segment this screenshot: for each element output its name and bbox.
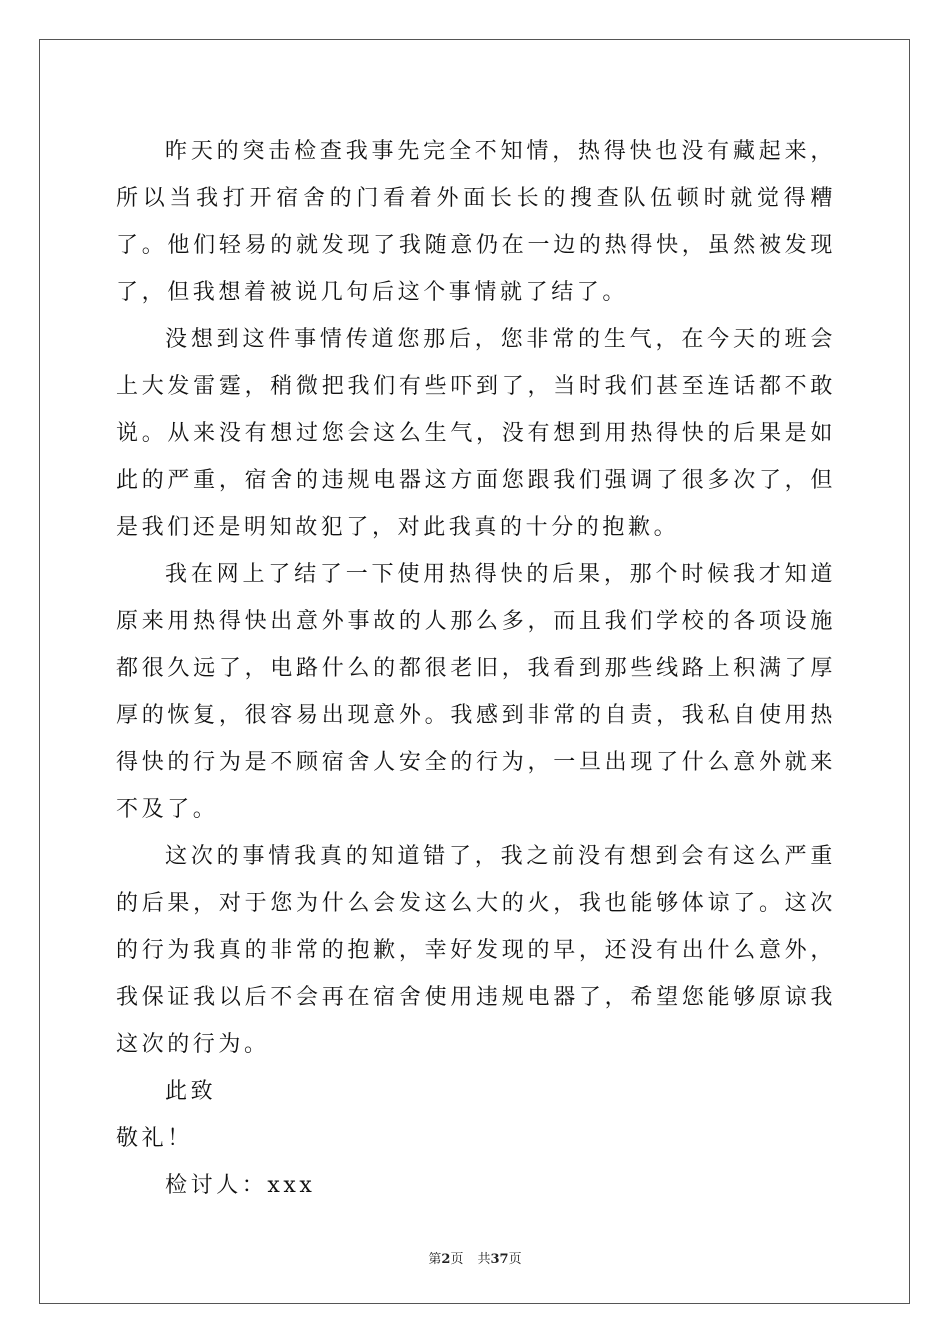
total-suffix: 页 bbox=[508, 1252, 522, 1267]
total-prefix: 共 bbox=[477, 1252, 491, 1267]
page-number: 2 bbox=[441, 1252, 451, 1267]
paragraph-1: 昨天的突击检查我事先完全不知情，热得快也没有藏起来，所以当我打开宿舍的门看着外面长长的搜查队伍顿时就觉得糟了。他们轻易的就发现了我随意仍在一边的热得快，虽然被发现了，但我想着被说几句后这个事情就了结了。 bbox=[116, 139, 836, 305]
total-pages: 37 bbox=[490, 1252, 509, 1267]
salutation-line: 敬礼！ bbox=[116, 1126, 193, 1151]
paragraph-4: 这次的事情我真的知道错了，我之前没有想到会有这么严重的后果，对于您为什么会发这么大的火，我也能够体谅了。这次的行为我真的非常的抱歉，幸好发现的早，还没有出什么意外，我保证我以后不会再在宿舍使用违规电器了，希望您能够原谅我这次的行为。 bbox=[116, 844, 836, 1057]
signature-line: 检讨人：xxx bbox=[165, 1173, 316, 1198]
page-suffix: 页 bbox=[450, 1252, 464, 1267]
page-prefix: 第 bbox=[428, 1252, 442, 1267]
page-footer bbox=[0, 1248, 950, 1267]
closing-line: 此致 bbox=[165, 1079, 217, 1104]
paragraph-2: 没想到这件事情传道您那后，您非常的生气，在今天的班会上大发雷霆，稍微把我们有些吓到了，当时我们甚至连话都不敢说。从来没有想过您会这么生气，没有想到用热得快的后果是如此的严重，宿舍的违规电器这方面您跟我们强调了很多次了，但是我们还是明知故犯了，对此我真的十分的抱歉。 bbox=[116, 327, 836, 540]
paragraph-3: 我在网上了结了一下使用热得快的后果，那个时候我才知道原来用热得快出意外事故的人那么多，而且我们学校的各项设施都很久远了，电路什么的都很老旧，我看到那些线路上积满了厚厚的恢复，很容易出现意外。我感到非常的自责，我私自使用热得快的行为是不顾宿舍人安全的行为，一旦出现了什么意外就来不及了。 bbox=[116, 562, 836, 822]
document-body bbox=[116, 128, 836, 1209]
